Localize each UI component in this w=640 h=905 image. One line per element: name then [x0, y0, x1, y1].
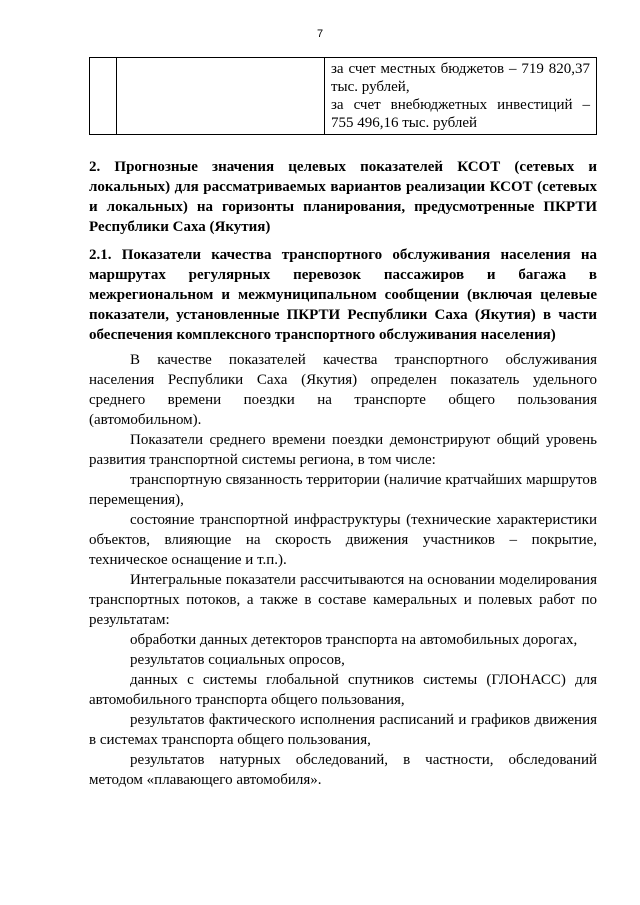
body-text [89, 350, 597, 790]
page-number: 7 [316, 28, 324, 40]
list-item: результатов социальных опросов, [130, 652, 345, 668]
list-item: данных с системы глобальной спутников системы (ГЛОНАСС) для автомобильного транспорта общего пользования, [89, 672, 597, 708]
paragraph: Интегральные показатели рассчитываются на основании моделирования транспортных потоков, а также в составе камеральных и полевых работ по результатам: [89, 572, 597, 628]
section-heading-2-1: 2.1. Показатели качества транспортного обслуживания населения на маршрутах регулярных перевозок пассажиров и багажа в межрегиональном и межмуниципальном сообщении (включая целевые показатели, установленные ПКРТИ Республики Саха (Якутия) в части обеспечения комплексного транспортного обслуживания населения) [89, 247, 597, 343]
list-item: обработки данных детекторов транспорта на автомобильных дорогах, [130, 632, 578, 648]
funding-off-budget-investments: за счет внебюджетных инвестиций – 755 496,16 тыс. рублей [331, 97, 590, 131]
table-cell-funding [325, 58, 597, 135]
table-cell-empty-2 [117, 58, 325, 135]
list-item: состояние транспортной инфраструктуры (технические характеристики объектов, влияющие на скорость движения участников – покрытие, техническое оснащение и т.п.). [89, 512, 597, 568]
table-row [90, 58, 597, 135]
table-cell-empty-1 [90, 58, 117, 135]
section-heading-2: 2. Прогнозные значения целевых показателей КСОТ (сетевых и локальных) для рассматриваемых вариантов реализации КСОТ (сетевых и локальных) на горизонты планирования, предусмотренные ПКРТИ Республики Саха (Якутия) [89, 159, 597, 235]
funding-local-budgets: за счет местных бюджетов – 719 820,37 тыс. рублей, [331, 61, 590, 95]
paragraph: В качестве показателей качества транспортного обслуживания населения Республики Саха (Якутия) определен показатель удельного среднего времени поездки на транспорте общего пользования (автомобильном). [89, 352, 597, 428]
paragraph: Показатели среднего времени поездки демонстрируют общий уровень развития транспортной системы региона, в том числе: [89, 432, 597, 468]
table-fragment [89, 57, 597, 135]
list-item: результатов фактического исполнения расписаний и графиков движения в системах транспорта общего пользования, [89, 712, 597, 748]
list-item: транспортную связанность территории (наличие кратчайших маршрутов перемещения), [89, 472, 597, 508]
list-item: результатов натурных обследований, в частности, обследований методом «плавающего автомобиля». [89, 752, 597, 788]
